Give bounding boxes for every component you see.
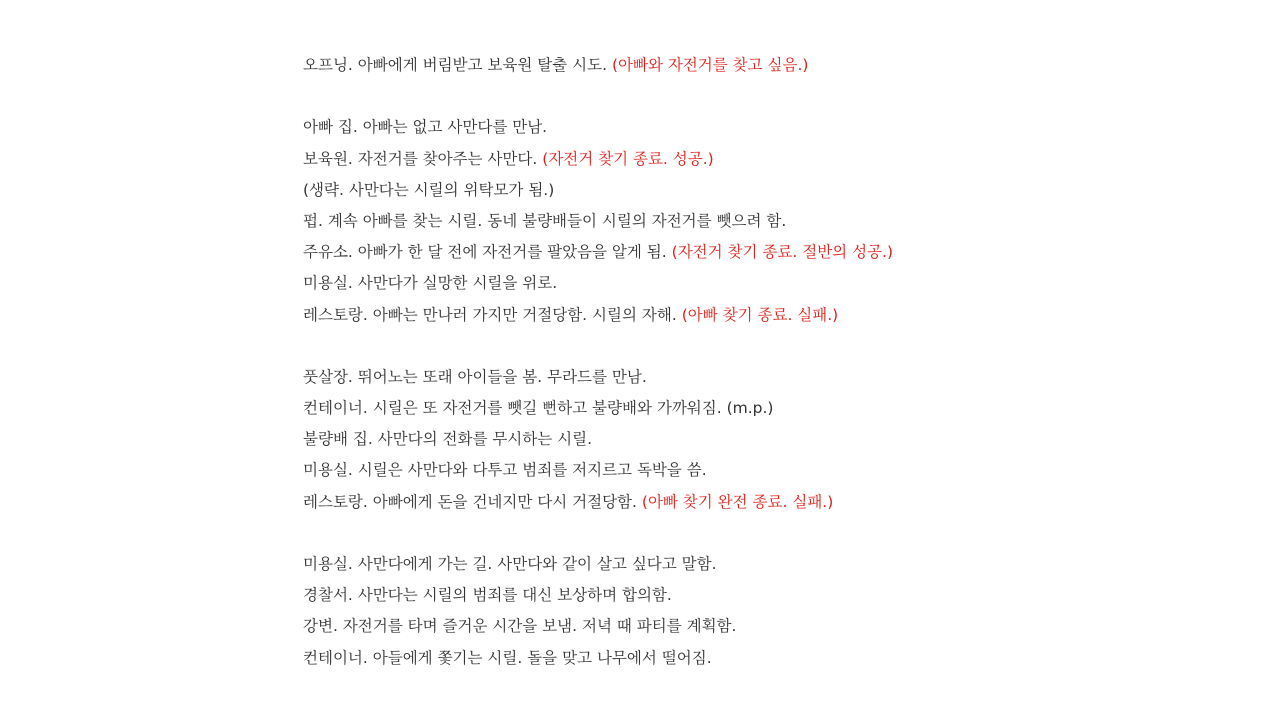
scene-text: 미용실. 사만다가 실망한 시릴을 위로. [303,274,558,293]
scene-line [303,647,1203,678]
scene-line [303,584,1203,615]
blank-line [303,335,1203,366]
scene-text: 미용실. 사만다에게 가는 길. 사만다와 같이 살고 싶다고 말함. [303,555,717,573]
scene-text: 아빠 집. 아빠는 없고 사만다를 만남. [303,118,548,137]
scene-line [303,210,1203,241]
scene-line [303,148,1203,179]
scene-line [303,241,1203,272]
blank-line [303,522,1203,553]
scene-line [303,553,1203,584]
scene-text: 컨테이너. 아들에게 쫓기는 시릴. 돌을 맞고 나무에서 떨어짐. [303,648,712,667]
scene-line [303,459,1203,490]
scene-line [303,615,1203,646]
scene-line [303,428,1203,459]
scene-text: 레스토랑. 아빠는 만나러 가지만 거절당함. 시릴의 자해. [303,305,677,324]
scene-line [303,179,1203,210]
scene-text: 컨테이너. 시릴은 또 자전거를 뺏길 뻔하고 불량배와 가까워짐. (m.p.) [303,399,774,418]
scene-line [303,116,1203,147]
scene-outline [303,54,1203,678]
scene-line [303,491,1203,522]
scene-note: (아빠와 자전거를 찾고 싶음.) [611,56,809,74]
scene-text: 레스토랑. 아빠에게 돈을 건네지만 다시 거절당함. [303,492,637,511]
scene-text: 풋살장. 뛰어노는 또래 아이들을 봄. 무라드를 만남. [303,367,647,386]
scene-note: (자전거 찾기 종료. 절반의 성공.) [671,243,893,262]
scene-line [303,366,1203,397]
scene-line [303,304,1203,335]
blank-line [303,85,1203,116]
scene-text: 강변. 자전거를 타며 즐거운 시간을 보냄. 저녁 때 파티를 계획함. [303,617,737,636]
scene-text: 주유소. 아빠가 한 달 전에 자전거를 팔았음을 알게 됨. [303,243,667,262]
scene-note: (아빠 찾기 완전 종료. 실패.) [641,492,834,511]
scene-text: 불량배 집. 사만다의 전화를 무시하는 시릴. [303,430,593,449]
scene-note: (자전거 찾기 종료. 성공.) [542,149,714,168]
scene-note: (아빠 찾기 종료. 실패.) [681,305,839,324]
scene-text: 펍. 계속 아빠를 찾는 시릴. 동네 불량배들이 시릴의 자전거를 뺏으려 함. [303,211,787,230]
scene-line [303,397,1203,428]
scene-text: 경찰서. 사만다는 시릴의 범죄를 대신 보상하며 합의함. [303,586,672,605]
scene-text: (생략. 사만다는 시릴의 위탁모가 됨.) [303,180,555,199]
scene-line [303,54,1203,85]
scene-text: 미용실. 시릴은 사만다와 다투고 범죄를 저지르고 독박을 씀. [303,461,707,480]
scene-text: 오프닝. 아빠에게 버림받고 보육원 탈출 시도. [303,56,608,74]
scene-line [303,272,1203,303]
scene-text: 보육원. 자전거를 찾아주는 사만다. [303,149,538,168]
